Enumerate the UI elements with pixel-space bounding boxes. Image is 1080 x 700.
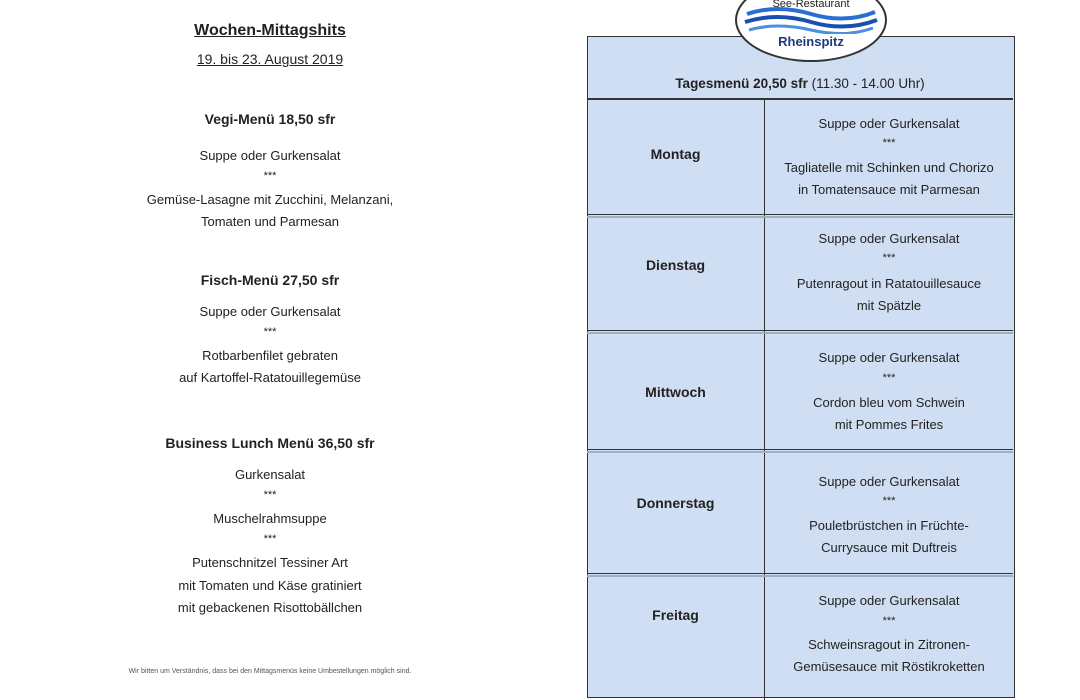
weekly-menu-section — [0, 0, 540, 675]
day-menu-line: Suppe oder Gurkensalat — [818, 593, 960, 608]
day-menu-line: Suppe oder Gurkensalat — [818, 474, 960, 489]
daily-menu-hours: (11.30 - 14.00 Uhr) — [807, 76, 925, 91]
weekly-date-range: 19. bis 23. August 2019 — [196, 51, 344, 67]
menu-line: Gurkensalat — [234, 467, 306, 482]
menu-line: Putenschnitzel Tessiner Art — [192, 555, 348, 570]
menu-separator: *** — [263, 170, 277, 182]
day-menu-line: Currysauce mit Duftreis — [821, 540, 957, 555]
fish-menu-heading: Fisch-Menü 27,50 sfr — [200, 272, 340, 288]
day-menu-line: Suppe oder Gurkensalat — [818, 116, 960, 131]
day-menu-line: Tagliatelle mit Schinken und Chorizo — [784, 160, 994, 175]
day-menu-line: Putenragout in Ratatouillesauce — [796, 276, 982, 291]
day-menu-line: Cordon bleu vom Schwein — [813, 395, 965, 410]
daily-menu-price: Tagesmenü 20,50 sfr — [675, 76, 808, 91]
day-tuesday: Dienstag — [645, 257, 706, 273]
row-divider-shadow — [587, 216, 1013, 218]
day-menu-line: mit Spätzle — [856, 298, 922, 313]
row-divider-shadow — [587, 332, 1013, 334]
day-monday: Montag — [650, 146, 701, 162]
footer-note: Wir bitten um Verständnis, dass bei den Mittagsmenüs keine Umbestellungen möglich sind. — [128, 668, 412, 675]
menu-separator: *** — [263, 326, 277, 338]
day-menu-line: Pouletbrüstchen in Früchte- — [809, 518, 969, 533]
daily-menu-board — [587, 36, 1015, 696]
business-lunch-heading: Business Lunch Menü 36,50 sfr — [165, 435, 375, 451]
day-wednesday: Mittwoch — [645, 384, 706, 400]
row-divider — [587, 214, 1013, 215]
menu-line: Tomaten und Parmesan — [200, 214, 340, 229]
day-menu-separator: *** — [882, 495, 896, 507]
row-divider — [587, 330, 1013, 331]
menu-line: Suppe oder Gurkensalat — [199, 304, 341, 319]
logo-name: Rheinspitz — [778, 34, 844, 49]
menu-separator: *** — [263, 489, 277, 501]
menu-line: auf Kartoffel-Ratatouillegemüse — [179, 370, 361, 385]
row-divider-shadow — [587, 575, 1013, 577]
menu-line: Muschelrahmsuppe — [213, 511, 327, 526]
day-menu-separator: *** — [882, 615, 896, 627]
weekly-title: Wochen-Mittagshits — [194, 22, 346, 39]
menu-line: Suppe oder Gurkensalat — [199, 148, 341, 163]
day-thursday: Donnerstag — [636, 495, 715, 511]
menu-line: mit Tomaten und Käse gratiniert — [178, 578, 362, 593]
vegi-menu-heading: Vegi-Menü 18,50 sfr — [204, 111, 336, 127]
day-menu-line: Suppe oder Gurkensalat — [818, 231, 960, 246]
menu-line: mit gebackenen Risottobällchen — [177, 600, 363, 615]
day-friday: Freitag — [652, 607, 699, 623]
day-menu-separator: *** — [882, 252, 896, 264]
day-menu-line: Schweinsragout in Zitronen- — [808, 637, 970, 652]
row-divider-shadow — [587, 451, 1013, 453]
day-menu-separator: *** — [882, 372, 896, 384]
row-divider — [587, 449, 1013, 450]
row-divider — [587, 573, 1013, 574]
waves-icon — [737, 4, 885, 34]
day-menu-line: Suppe oder Gurkensalat — [818, 350, 960, 365]
daily-menu-header — [587, 76, 1013, 91]
day-menu-separator: *** — [882, 137, 896, 149]
logo-subtitle: See-Restaurant — [772, 0, 850, 10]
day-menu-line: Gemüsesauce mit Röstikroketten — [793, 659, 985, 674]
day-menu-line: in Tomatensauce mit Parmesan — [798, 182, 980, 197]
day-menu-line: mit Pommes Frites — [834, 417, 944, 432]
menu-line: Gemüse-Lasagne mit Zucchini, Melanzani, — [146, 192, 394, 207]
menu-separator: *** — [263, 533, 277, 545]
menu-line: Rotbarbenfilet gebraten — [202, 348, 338, 363]
